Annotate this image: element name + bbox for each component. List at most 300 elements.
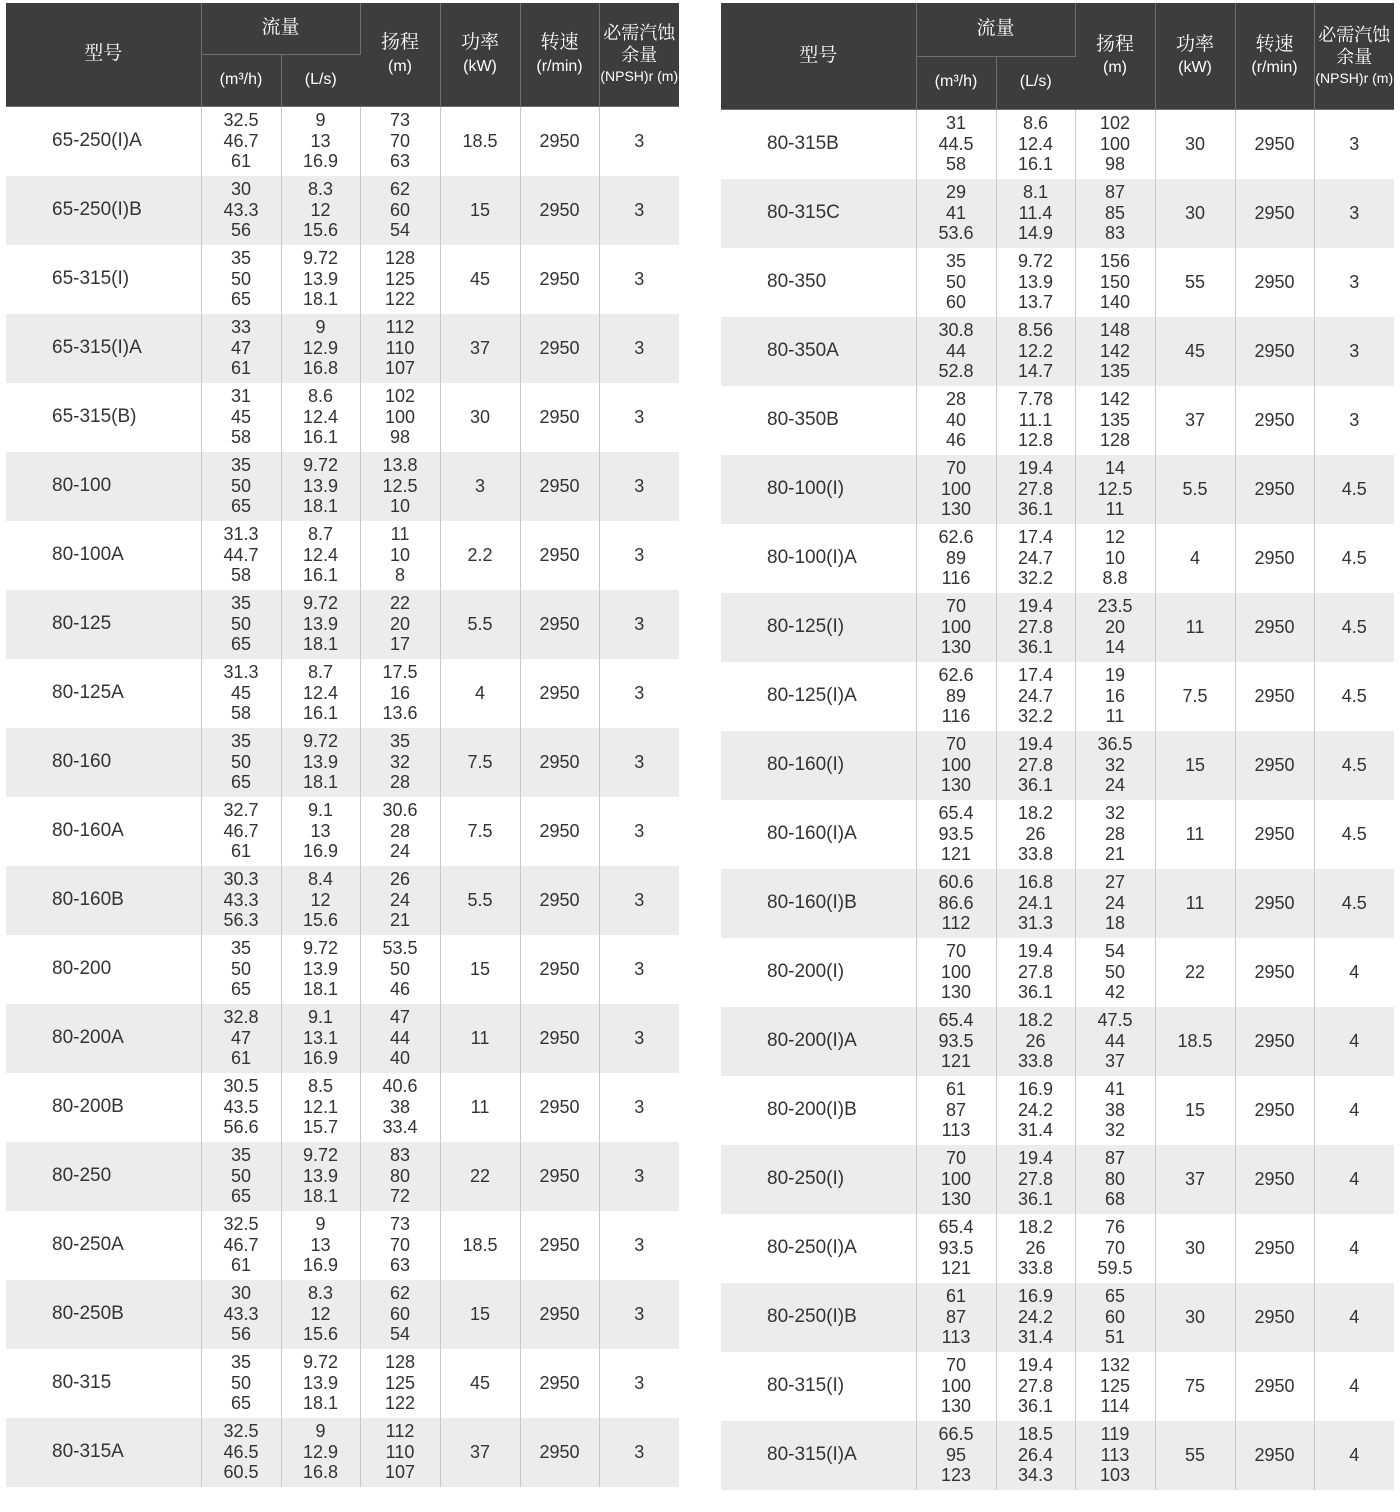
speed-cell: 2950 bbox=[520, 1280, 599, 1349]
head-cell: 119 113 103 bbox=[1075, 1421, 1155, 1490]
npsh-cell: 4 bbox=[1349, 961, 1360, 982]
speed-cell: 2950 bbox=[520, 1418, 599, 1487]
flow-m3h-cell: 35 50 65 bbox=[201, 728, 281, 797]
npsh-cell: 4.5 bbox=[1314, 455, 1394, 524]
flow-ls-cell: 19.4 27.8 36.1 bbox=[996, 938, 1075, 1007]
flow-m3h-cell: 70 100 130 bbox=[916, 593, 996, 662]
header-power-label: 功率 bbox=[460, 32, 499, 54]
model-cell: 80-160(I)A bbox=[721, 800, 916, 869]
header-npsh-label: 必需汽蚀余量 bbox=[1318, 24, 1391, 67]
power-cell: 5.5 bbox=[440, 866, 520, 935]
npsh-cell: 3 bbox=[634, 1234, 645, 1255]
speed-cell: 2950 bbox=[520, 1073, 599, 1142]
power-cell: 55 bbox=[1155, 1421, 1235, 1490]
head-cell: 102 100 98 bbox=[360, 383, 440, 452]
npsh-cell: 3 bbox=[1349, 409, 1360, 430]
speed-cell: 2950 bbox=[1235, 524, 1314, 593]
speed-cell: 2950 bbox=[520, 659, 599, 728]
flow-ls-cell: 19.4 27.8 36.1 bbox=[996, 593, 1075, 662]
header-head-unit: (m) bbox=[388, 57, 412, 75]
model-cell: 80-125(I)A bbox=[721, 662, 916, 731]
head-cell: 47.5 44 37 bbox=[1075, 1007, 1155, 1076]
head-cell: 36.5 32 24 bbox=[1075, 731, 1155, 800]
npsh-cell: 3 bbox=[1314, 179, 1394, 248]
power-cell: 30 bbox=[1155, 1214, 1235, 1283]
table-row bbox=[6, 1142, 679, 1211]
head-cell: 62 60 54 bbox=[360, 1280, 440, 1349]
power-cell: 15 bbox=[1155, 1076, 1235, 1145]
power-cell: 7.5 bbox=[1155, 662, 1235, 731]
speed-cell: 2950 bbox=[1235, 1352, 1314, 1421]
head-cell: 54 50 42 bbox=[1075, 938, 1155, 1007]
model-cell: 80-200(I) bbox=[721, 938, 916, 1007]
power-cell: 37 bbox=[440, 1418, 520, 1487]
flow-ls-cell: 9.72 13.9 18.1 bbox=[281, 245, 360, 314]
head-cell: 128 125 122 bbox=[360, 1349, 440, 1418]
table-row bbox=[721, 869, 1394, 938]
table-row bbox=[721, 109, 1394, 179]
flow-m3h-cell: 28 40 46 bbox=[916, 386, 996, 455]
head-cell: 102 100 98 bbox=[1075, 109, 1155, 179]
header-power bbox=[440, 3, 520, 106]
header-speed-unit: (r/min) bbox=[1251, 59, 1298, 77]
flow-ls-cell: 19.4 27.8 36.1 bbox=[996, 1352, 1075, 1421]
model-cell: 80-100 bbox=[6, 452, 201, 521]
power-cell: 4 bbox=[440, 659, 520, 728]
flow-ls-cell: 9.72 13.9 13.7 bbox=[996, 248, 1075, 317]
speed-cell: 2950 bbox=[520, 314, 599, 383]
flow-m3h-cell: 65.4 93.5 121 bbox=[916, 800, 996, 869]
npsh-cell: 4 bbox=[1314, 1283, 1394, 1352]
flow-m3h-cell: 70 100 130 bbox=[916, 1352, 996, 1421]
speed-cell: 2950 bbox=[520, 728, 599, 797]
table-row bbox=[6, 1211, 679, 1280]
table-row bbox=[6, 1280, 679, 1349]
npsh-cell: 3 bbox=[1349, 271, 1360, 292]
flow-ls-cell: 8.56 12.2 14.7 bbox=[996, 317, 1075, 386]
npsh-cell: 4 bbox=[1349, 1099, 1360, 1120]
power-cell: 37 bbox=[1155, 1145, 1235, 1214]
flow-m3h-cell: 31.3 45 58 bbox=[201, 659, 281, 728]
power-cell: 22 bbox=[440, 1142, 520, 1211]
npsh-cell: 3 bbox=[599, 452, 679, 521]
speed-cell: 2950 bbox=[520, 383, 599, 452]
flow-ls-cell: 9.72 13.9 18.1 bbox=[281, 1142, 360, 1211]
model-cell: 80-200A bbox=[6, 1004, 201, 1073]
flow-m3h-cell: 62.6 89 116 bbox=[916, 662, 996, 731]
flow-ls-cell: 8.6 12.4 16.1 bbox=[996, 109, 1075, 179]
power-cell: 37 bbox=[440, 314, 520, 383]
model-cell: 65-315(I)A bbox=[6, 314, 201, 383]
speed-cell: 2950 bbox=[520, 521, 599, 590]
flow-m3h-cell: 35 50 65 bbox=[201, 935, 281, 1004]
flow-m3h-cell: 70 100 130 bbox=[916, 1145, 996, 1214]
npsh-cell: 3 bbox=[634, 130, 645, 151]
power-cell: 15 bbox=[440, 1280, 520, 1349]
flow-ls-cell: 8.3 12 15.6 bbox=[281, 1280, 360, 1349]
speed-cell: 2950 bbox=[1235, 869, 1314, 938]
speed-cell: 2950 bbox=[1235, 662, 1314, 731]
header-flow-ls: (L/s) bbox=[996, 56, 1075, 109]
flow-ls-cell: 19.4 27.8 36.1 bbox=[996, 455, 1075, 524]
npsh-cell: 3 bbox=[634, 820, 645, 841]
speed-cell: 2950 bbox=[1235, 1076, 1314, 1145]
flow-m3h-cell: 35 50 65 bbox=[201, 1349, 281, 1418]
table-row bbox=[6, 452, 679, 521]
flow-m3h-cell: 30 43.3 56 bbox=[201, 176, 281, 245]
flow-ls-cell: 8.6 12.4 16.1 bbox=[281, 383, 360, 452]
model-cell: 80-100(I) bbox=[721, 455, 916, 524]
npsh-cell: 3 bbox=[599, 1280, 679, 1349]
power-cell: 2.2 bbox=[440, 521, 520, 590]
power-cell: 45 bbox=[440, 245, 520, 314]
header-npsh-unit: (NPSH)r (m) bbox=[600, 68, 679, 85]
flow-m3h-cell: 32.8 47 61 bbox=[201, 1004, 281, 1073]
model-cell: 80-250(I)A bbox=[721, 1214, 916, 1283]
flow-ls-cell: 9.72 13.9 18.1 bbox=[281, 935, 360, 1004]
spec-table-left bbox=[6, 3, 679, 1487]
flow-m3h-cell: 32.5 46.7 61 bbox=[201, 106, 281, 176]
power-cell: 3 bbox=[440, 452, 520, 521]
power-cell: 30 bbox=[440, 383, 520, 452]
head-cell: 76 70 59.5 bbox=[1075, 1214, 1155, 1283]
speed-cell: 2950 bbox=[520, 866, 599, 935]
model-cell: 80-125(I) bbox=[721, 593, 916, 662]
flow-ls-cell: 9.72 13.9 18.1 bbox=[281, 728, 360, 797]
table-row bbox=[721, 455, 1394, 524]
header-head-unit: (m) bbox=[1103, 59, 1127, 77]
flow-m3h-cell: 30.8 44 52.8 bbox=[916, 317, 996, 386]
speed-cell: 2950 bbox=[520, 1211, 599, 1280]
spec-table-right bbox=[721, 3, 1394, 1490]
flow-m3h-cell: 30.3 43.3 56.3 bbox=[201, 866, 281, 935]
npsh-cell: 3 bbox=[599, 866, 679, 935]
head-cell: 13.8 12.5 10 bbox=[360, 452, 440, 521]
table-row bbox=[721, 938, 1394, 1007]
power-cell: 37 bbox=[1155, 386, 1235, 455]
table-row bbox=[6, 1004, 679, 1073]
speed-cell: 2950 bbox=[1235, 248, 1314, 317]
flow-m3h-cell: 70 100 130 bbox=[916, 731, 996, 800]
npsh-cell: 3 bbox=[599, 1418, 679, 1487]
model-cell: 80-160 bbox=[6, 728, 201, 797]
table-row bbox=[6, 797, 679, 866]
table-row bbox=[721, 1145, 1394, 1214]
head-cell: 73 70 63 bbox=[360, 106, 440, 176]
flow-m3h-cell: 65.4 93.5 121 bbox=[916, 1007, 996, 1076]
head-cell: 142 135 128 bbox=[1075, 386, 1155, 455]
speed-cell: 2950 bbox=[1235, 593, 1314, 662]
speed-cell: 2950 bbox=[1235, 731, 1314, 800]
header-flow-m3h: (m³/h) bbox=[201, 54, 281, 106]
npsh-cell: 4.5 bbox=[1341, 547, 1367, 568]
flow-m3h-cell: 33 47 61 bbox=[201, 314, 281, 383]
speed-cell: 2950 bbox=[1235, 800, 1314, 869]
speed-cell: 2950 bbox=[520, 935, 599, 1004]
npsh-cell: 3 bbox=[599, 1142, 679, 1211]
table-row bbox=[6, 935, 679, 1004]
header-speed bbox=[1235, 3, 1314, 109]
table-row bbox=[6, 728, 679, 797]
table-row bbox=[6, 1349, 679, 1418]
head-cell: 83 80 72 bbox=[360, 1142, 440, 1211]
table-row bbox=[6, 1073, 679, 1142]
npsh-cell: 4 bbox=[1314, 1007, 1394, 1076]
flow-ls-cell: 8.3 12 15.6 bbox=[281, 176, 360, 245]
npsh-cell: 4 bbox=[1349, 1237, 1360, 1258]
model-cell: 80-350 bbox=[721, 248, 916, 317]
npsh-cell: 4 bbox=[1349, 1375, 1360, 1396]
speed-cell: 2950 bbox=[520, 590, 599, 659]
head-cell: 112 110 107 bbox=[360, 314, 440, 383]
head-cell: 17.5 16 13.6 bbox=[360, 659, 440, 728]
model-cell: 80-315B bbox=[721, 109, 916, 179]
flow-ls-cell: 19.4 27.8 36.1 bbox=[996, 1145, 1075, 1214]
model-cell: 80-200 bbox=[6, 935, 201, 1004]
model-cell: 80-250(I) bbox=[721, 1145, 916, 1214]
head-cell: 73 70 63 bbox=[360, 1211, 440, 1280]
power-cell: 11 bbox=[1155, 800, 1235, 869]
table-row bbox=[6, 314, 679, 383]
header-flow: 流量 bbox=[916, 3, 1075, 56]
model-cell: 80-350A bbox=[721, 317, 916, 386]
speed-cell: 2950 bbox=[520, 1142, 599, 1211]
flow-m3h-cell: 61 87 113 bbox=[916, 1283, 996, 1352]
header-power-unit: (kW) bbox=[463, 57, 497, 75]
flow-m3h-cell: 35 50 60 bbox=[916, 248, 996, 317]
flow-ls-cell: 9 13 16.9 bbox=[281, 1211, 360, 1280]
power-cell: 22 bbox=[1155, 938, 1235, 1007]
head-cell: 47 44 40 bbox=[360, 1004, 440, 1073]
power-cell: 5.5 bbox=[440, 590, 520, 659]
flow-ls-cell: 9 12.9 16.8 bbox=[281, 1418, 360, 1487]
header-npsh-label: 必需汽蚀余量 bbox=[603, 23, 676, 66]
flow-ls-cell: 9.72 13.9 18.1 bbox=[281, 1349, 360, 1418]
model-cell: 80-125 bbox=[6, 590, 201, 659]
head-cell: 12 10 8.8 bbox=[1075, 524, 1155, 593]
model-cell: 65-250(I)B bbox=[6, 176, 201, 245]
table-row bbox=[721, 1421, 1394, 1490]
table-row bbox=[721, 593, 1394, 662]
power-cell: 11 bbox=[1155, 869, 1235, 938]
power-cell: 7.5 bbox=[440, 797, 520, 866]
model-cell: 65-250(I)A bbox=[6, 106, 201, 176]
model-cell: 65-315(I) bbox=[6, 245, 201, 314]
model-cell: 65-315(B) bbox=[6, 383, 201, 452]
npsh-cell: 3 bbox=[599, 1004, 679, 1073]
table-row bbox=[721, 248, 1394, 317]
table-row bbox=[721, 1076, 1394, 1145]
speed-cell: 2950 bbox=[1235, 1214, 1314, 1283]
flow-m3h-cell: 32.5 46.7 61 bbox=[201, 1211, 281, 1280]
npsh-cell: 3 bbox=[599, 176, 679, 245]
flow-ls-cell: 18.2 26 33.8 bbox=[996, 1007, 1075, 1076]
speed-cell: 2950 bbox=[520, 452, 599, 521]
flow-m3h-cell: 35 50 65 bbox=[201, 452, 281, 521]
npsh-cell: 4.5 bbox=[1314, 731, 1394, 800]
flow-ls-cell: 18.2 26 33.8 bbox=[996, 1214, 1075, 1283]
table-row bbox=[6, 521, 679, 590]
head-cell: 40.6 38 33.4 bbox=[360, 1073, 440, 1142]
flow-m3h-cell: 70 100 130 bbox=[916, 455, 996, 524]
flow-ls-cell: 8.7 12.4 16.1 bbox=[281, 521, 360, 590]
table-row bbox=[721, 179, 1394, 248]
header-speed-label: 转速 bbox=[540, 32, 579, 54]
speed-cell: 2950 bbox=[1235, 1421, 1314, 1490]
table-row bbox=[721, 662, 1394, 731]
npsh-cell: 3 bbox=[599, 728, 679, 797]
npsh-cell: 3 bbox=[1349, 133, 1360, 154]
npsh-cell: 3 bbox=[634, 544, 645, 565]
model-cell: 80-315 bbox=[6, 1349, 201, 1418]
table-row bbox=[721, 731, 1394, 800]
header-power-label: 功率 bbox=[1175, 33, 1214, 55]
header-speed bbox=[520, 3, 599, 106]
head-cell: 53.5 50 46 bbox=[360, 935, 440, 1004]
npsh-cell: 3 bbox=[634, 406, 645, 427]
flow-m3h-cell: 31 45 58 bbox=[201, 383, 281, 452]
flow-m3h-cell: 70 100 130 bbox=[916, 938, 996, 1007]
table-row bbox=[6, 1418, 679, 1487]
head-cell: 23.5 20 14 bbox=[1075, 593, 1155, 662]
head-cell: 32 28 21 bbox=[1075, 800, 1155, 869]
flow-m3h-cell: 62.6 89 116 bbox=[916, 524, 996, 593]
model-cell: 80-160B bbox=[6, 866, 201, 935]
npsh-cell: 3 bbox=[634, 1096, 645, 1117]
table-row bbox=[721, 524, 1394, 593]
npsh-cell: 3 bbox=[1314, 317, 1394, 386]
header-npsh bbox=[1314, 3, 1394, 109]
head-cell: 41 38 32 bbox=[1075, 1076, 1155, 1145]
flow-ls-cell: 18.2 26 33.8 bbox=[996, 800, 1075, 869]
power-cell: 7.5 bbox=[440, 728, 520, 797]
model-cell: 80-200(I)A bbox=[721, 1007, 916, 1076]
flow-m3h-cell: 35 50 65 bbox=[201, 245, 281, 314]
npsh-cell: 4.5 bbox=[1341, 823, 1367, 844]
table-row bbox=[721, 317, 1394, 386]
flow-m3h-cell: 29 41 53.6 bbox=[916, 179, 996, 248]
header-power-unit: (kW) bbox=[1178, 59, 1212, 77]
flow-ls-cell: 9 12.9 16.8 bbox=[281, 314, 360, 383]
head-cell: 132 125 114 bbox=[1075, 1352, 1155, 1421]
flow-m3h-cell: 32.5 46.5 60.5 bbox=[201, 1418, 281, 1487]
model-cell: 80-315A bbox=[6, 1418, 201, 1487]
flow-m3h-cell: 32.7 46.7 61 bbox=[201, 797, 281, 866]
model-cell: 80-315(I)A bbox=[721, 1421, 916, 1490]
flow-m3h-cell: 31.3 44.7 58 bbox=[201, 521, 281, 590]
head-cell: 128 125 122 bbox=[360, 245, 440, 314]
power-cell: 5.5 bbox=[1155, 455, 1235, 524]
head-cell: 14 12.5 11 bbox=[1075, 455, 1155, 524]
table-row bbox=[6, 659, 679, 728]
flow-ls-cell: 9.1 13.1 16.9 bbox=[281, 1004, 360, 1073]
flow-m3h-cell: 35 50 65 bbox=[201, 590, 281, 659]
power-cell: 75 bbox=[1155, 1352, 1235, 1421]
model-cell: 80-160(I)B bbox=[721, 869, 916, 938]
header-flow-ls: (L/s) bbox=[281, 54, 360, 106]
model-cell: 80-160(I) bbox=[721, 731, 916, 800]
npsh-cell: 3 bbox=[634, 958, 645, 979]
flow-ls-cell: 7.78 11.1 12.8 bbox=[996, 386, 1075, 455]
flow-m3h-cell: 66.5 95 123 bbox=[916, 1421, 996, 1490]
power-cell: 18.5 bbox=[440, 1211, 520, 1280]
head-cell: 87 80 68 bbox=[1075, 1145, 1155, 1214]
table-row bbox=[6, 590, 679, 659]
header-speed-label: 转速 bbox=[1255, 33, 1294, 55]
model-cell: 80-350B bbox=[721, 386, 916, 455]
header-head bbox=[360, 3, 440, 106]
flow-m3h-cell: 30.5 43.5 56.6 bbox=[201, 1073, 281, 1142]
flow-ls-cell: 8.1 11.4 14.9 bbox=[996, 179, 1075, 248]
flow-ls-cell: 16.9 24.2 31.4 bbox=[996, 1283, 1075, 1352]
power-cell: 15 bbox=[440, 176, 520, 245]
speed-cell: 2950 bbox=[520, 1349, 599, 1418]
speed-cell: 2950 bbox=[520, 1004, 599, 1073]
head-cell: 27 24 18 bbox=[1075, 869, 1155, 938]
flow-ls-cell: 16.8 24.1 31.3 bbox=[996, 869, 1075, 938]
npsh-cell: 4 bbox=[1314, 1421, 1394, 1490]
power-cell: 30 bbox=[1155, 1283, 1235, 1352]
speed-cell: 2950 bbox=[1235, 109, 1314, 179]
model-cell: 80-315C bbox=[721, 179, 916, 248]
speed-cell: 2950 bbox=[1235, 938, 1314, 1007]
flow-ls-cell: 8.7 12.4 16.1 bbox=[281, 659, 360, 728]
model-cell: 80-125A bbox=[6, 659, 201, 728]
table-row bbox=[6, 106, 679, 176]
head-cell: 62 60 54 bbox=[360, 176, 440, 245]
table-row bbox=[721, 1214, 1394, 1283]
model-cell: 80-100(I)A bbox=[721, 524, 916, 593]
power-cell: 11 bbox=[440, 1073, 520, 1142]
table-row bbox=[6, 176, 679, 245]
flow-ls-cell: 8.4 12 15.6 bbox=[281, 866, 360, 935]
power-cell: 15 bbox=[1155, 731, 1235, 800]
head-cell: 11 10 8 bbox=[360, 521, 440, 590]
npsh-cell: 3 bbox=[634, 268, 645, 289]
head-cell: 22 20 17 bbox=[360, 590, 440, 659]
head-cell: 87 85 83 bbox=[1075, 179, 1155, 248]
speed-cell: 2950 bbox=[1235, 455, 1314, 524]
power-cell: 30 bbox=[1155, 179, 1235, 248]
header-head bbox=[1075, 3, 1155, 109]
npsh-cell: 4.5 bbox=[1314, 593, 1394, 662]
speed-cell: 2950 bbox=[520, 797, 599, 866]
npsh-cell: 3 bbox=[634, 1372, 645, 1393]
head-cell: 156 150 140 bbox=[1075, 248, 1155, 317]
header-model: 型号 bbox=[6, 3, 201, 106]
npsh-cell: 3 bbox=[599, 314, 679, 383]
speed-cell: 2950 bbox=[1235, 386, 1314, 455]
power-cell: 30 bbox=[1155, 109, 1235, 179]
model-cell: 80-250 bbox=[6, 1142, 201, 1211]
npsh-cell: 4 bbox=[1314, 1145, 1394, 1214]
flow-ls-cell: 18.5 26.4 34.3 bbox=[996, 1421, 1075, 1490]
npsh-cell: 3 bbox=[634, 682, 645, 703]
head-cell: 148 142 135 bbox=[1075, 317, 1155, 386]
power-cell: 18.5 bbox=[1155, 1007, 1235, 1076]
flow-ls-cell: 8.5 12.1 15.7 bbox=[281, 1073, 360, 1142]
model-cell: 80-100A bbox=[6, 521, 201, 590]
head-cell: 26 24 21 bbox=[360, 866, 440, 935]
flow-m3h-cell: 35 50 65 bbox=[201, 1142, 281, 1211]
flow-ls-cell: 9.1 13 16.9 bbox=[281, 797, 360, 866]
flow-ls-cell: 19.4 27.8 36.1 bbox=[996, 731, 1075, 800]
table-row bbox=[6, 866, 679, 935]
model-cell: 80-160A bbox=[6, 797, 201, 866]
header-flow: 流量 bbox=[201, 3, 360, 54]
flow-m3h-cell: 65.4 93.5 121 bbox=[916, 1214, 996, 1283]
power-cell: 45 bbox=[440, 1349, 520, 1418]
